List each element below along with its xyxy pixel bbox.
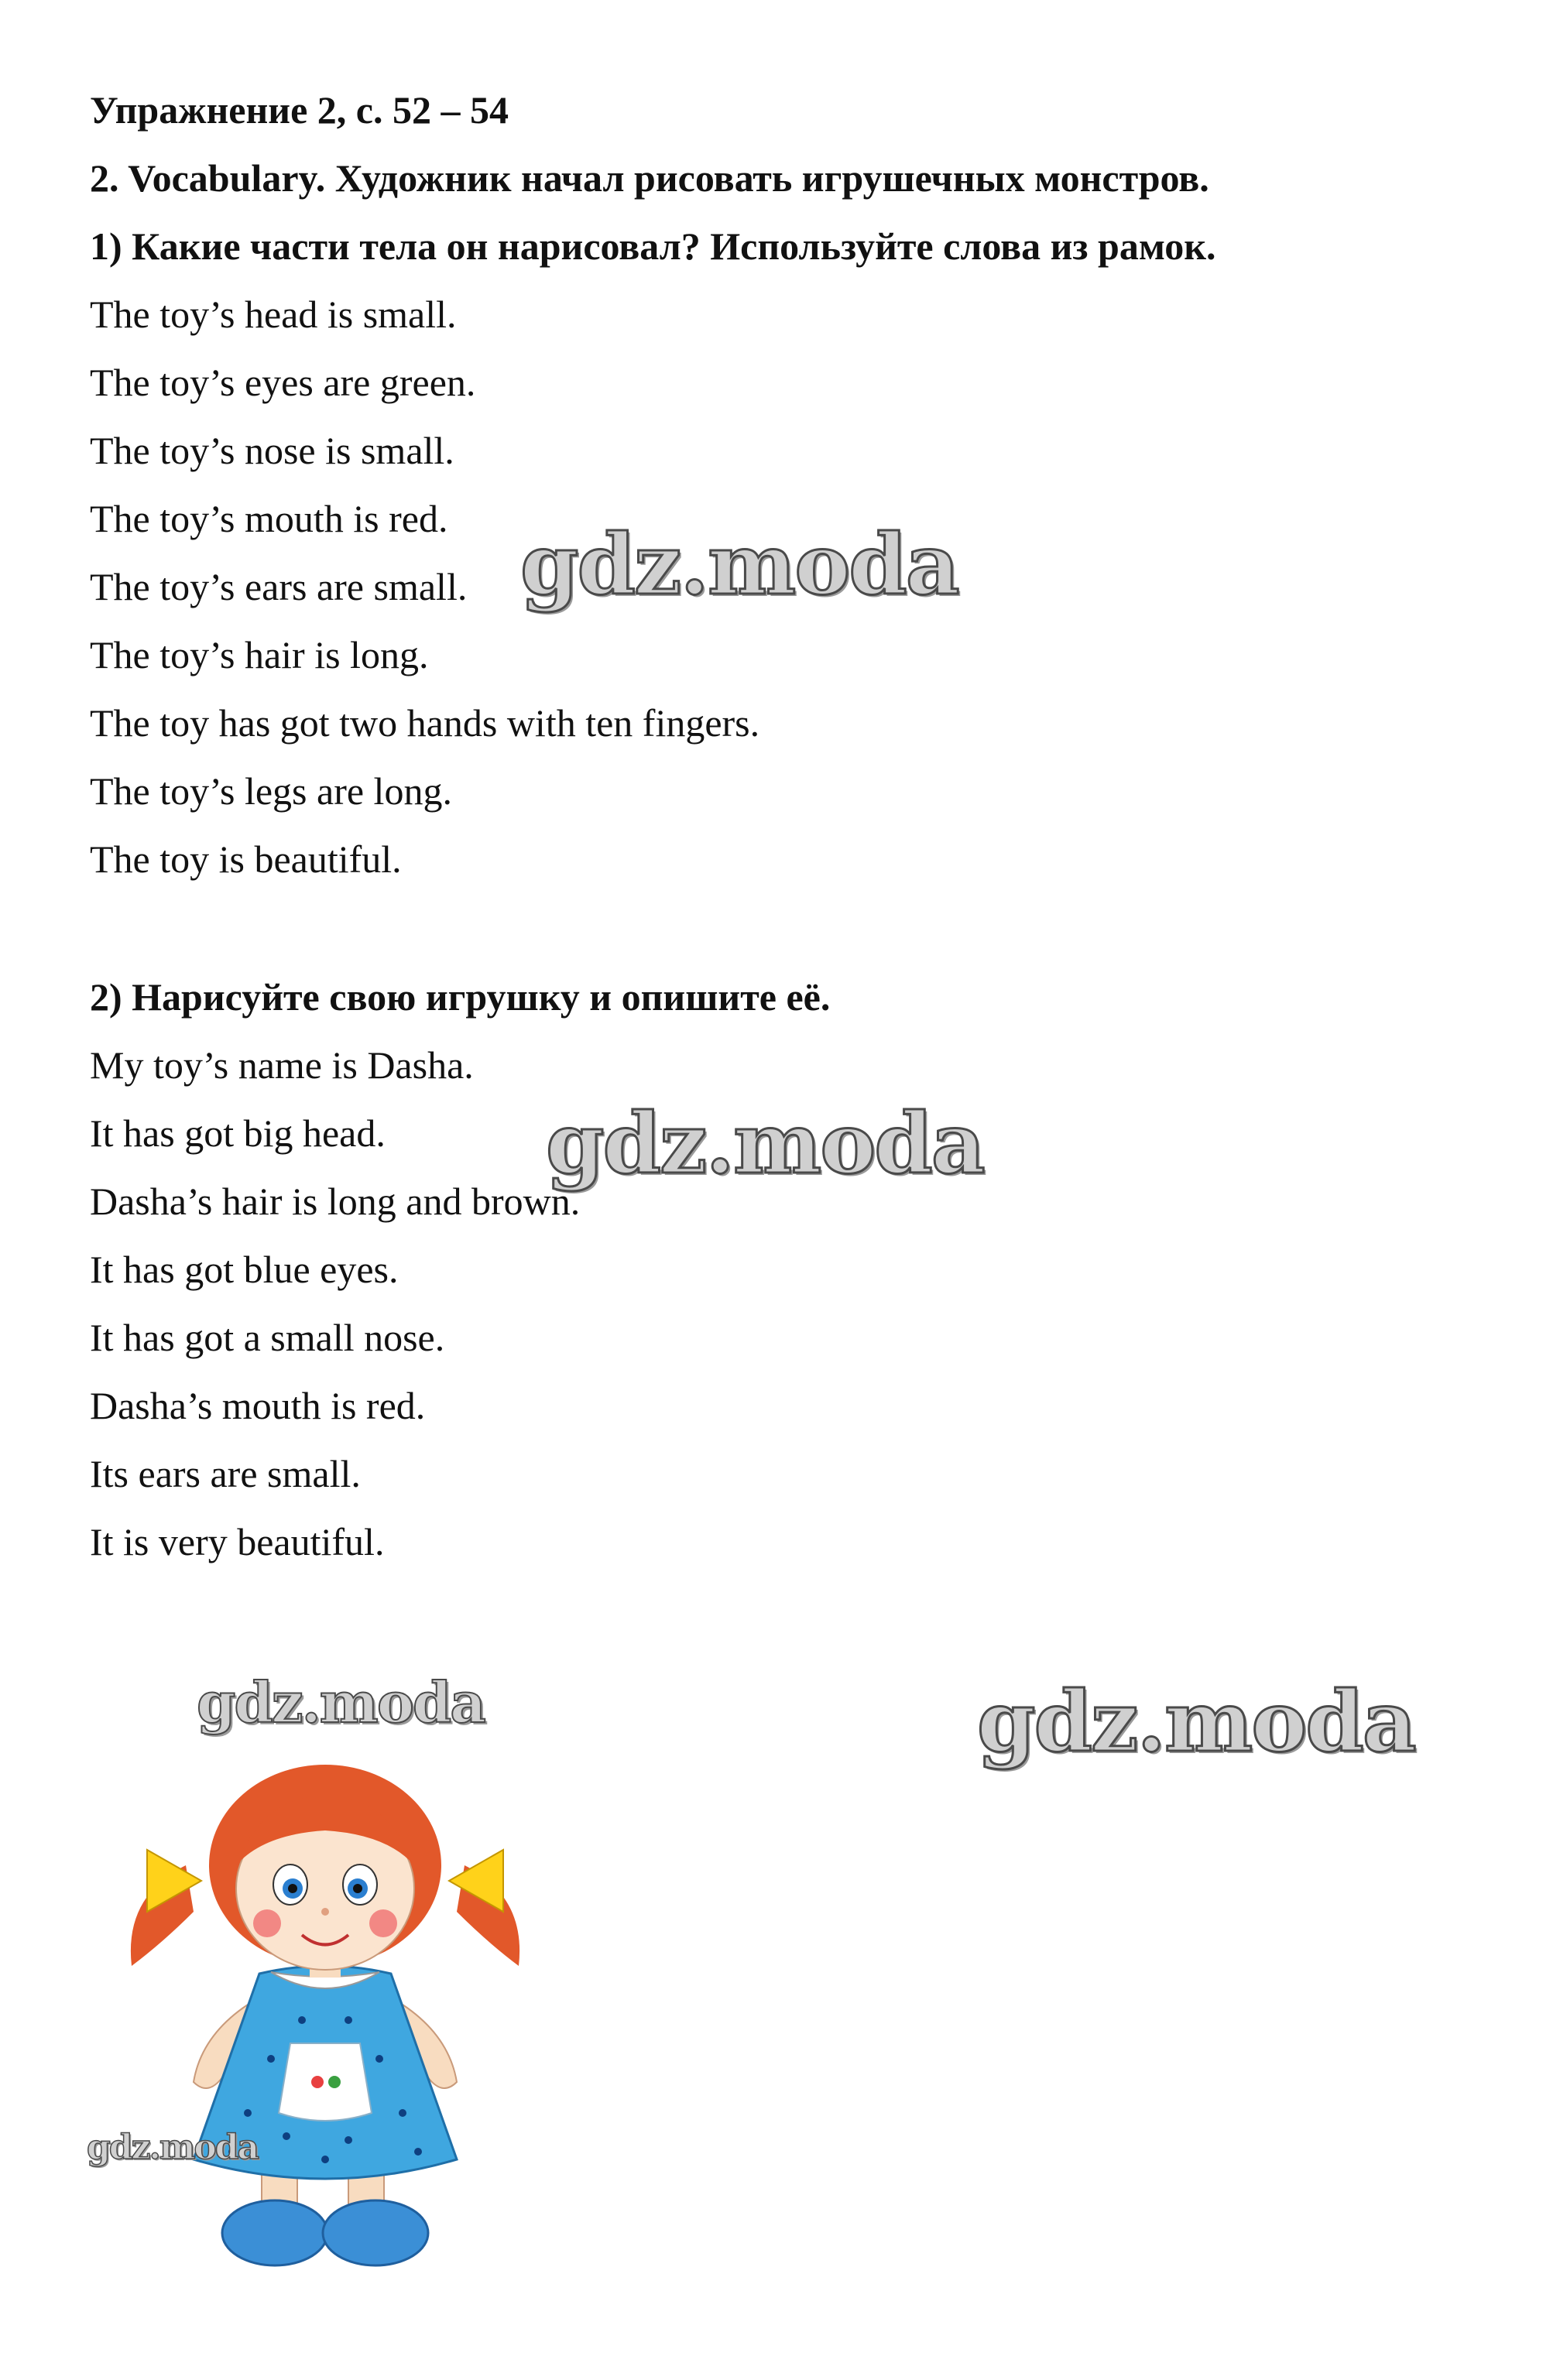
part1-line: The toy has got two hands with ten fingers. xyxy=(90,701,760,745)
watermark-logo: gdz.moda xyxy=(977,1673,1415,1771)
part1-heading: 1) Какие части тела он нарисовал? Используйте слова из рамок. xyxy=(90,224,1216,268)
part2-line: Dasha’s hair is long and brown. xyxy=(90,1180,581,1223)
part2-line: It has got a small nose. xyxy=(90,1316,445,1359)
doll-illustration xyxy=(93,1749,557,2276)
part1-line: The toy’s legs are long. xyxy=(90,769,452,813)
part2-line: It has got blue eyes. xyxy=(90,1248,399,1291)
part1-line: The toy is beautiful. xyxy=(90,837,402,881)
part2-heading: 2) Нарисуйте свою игрушку и опишите её. xyxy=(90,975,831,1019)
part1-line: The toy’s nose is small. xyxy=(90,429,454,472)
part1-line: The toy’s mouth is red. xyxy=(90,497,448,540)
watermark-logo: gdz.moda xyxy=(197,1669,485,1735)
part2-line: It is very beautiful. xyxy=(90,1520,385,1563)
exercise-title: Упражнение 2, с. 52 – 54 xyxy=(90,88,509,132)
watermark-logo: gdz.moda xyxy=(546,1095,984,1193)
part2-line: Its ears are small. xyxy=(90,1452,361,1495)
part2-line: It has got big head. xyxy=(90,1111,386,1155)
part2-line: My toy’s name is Dasha. xyxy=(90,1043,474,1087)
watermark-logo: gdz.moda xyxy=(87,2128,259,2167)
task-title: 2. Vocabulary. Художник начал рисовать игрушечных монстров. xyxy=(90,156,1209,200)
part1-line: The toy’s hair is long. xyxy=(90,633,429,676)
part1-line: The toy’s ears are small. xyxy=(90,565,468,608)
part1-line: The toy’s eyes are green. xyxy=(90,361,476,404)
part2-line: Dasha’s mouth is red. xyxy=(90,1384,426,1427)
part1-line: The toy’s head is small. xyxy=(90,293,457,336)
watermark-logo: gdz.moda xyxy=(520,516,958,614)
